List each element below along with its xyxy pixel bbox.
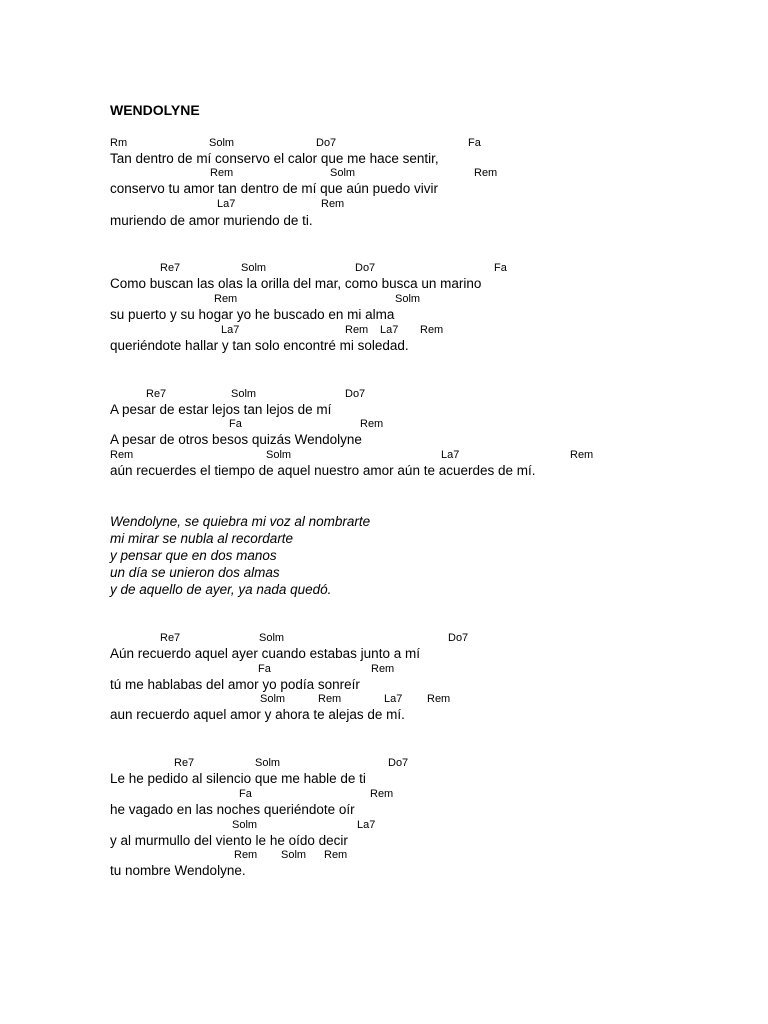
chorus-line: un día se unieron dos almas [110, 565, 280, 580]
chord-line [110, 418, 750, 432]
chord: Fa [239, 788, 252, 800]
chord: Re7 [146, 388, 167, 400]
chord: Do7 [448, 632, 469, 644]
lyric-line: conservo tu amor tan dentro de mí que aún puedo vivir [110, 181, 438, 196]
chord: Rem [474, 167, 498, 179]
lyric-line: tú me hablabas del amor yo podía sonreír [110, 677, 360, 692]
chord-line [110, 693, 750, 707]
chord: La7 [217, 198, 236, 210]
chord-line [110, 449, 750, 463]
chord: Solm [266, 449, 292, 461]
chord-line [110, 324, 750, 338]
lyric-line: Aún recuerdo aquel ayer cuando estabas junto a mí [110, 646, 420, 661]
chord: Solm [231, 388, 257, 400]
chord: Solm [209, 137, 235, 149]
chord: La7 [221, 324, 240, 336]
chord: Rem [210, 167, 234, 179]
chord: Rem [110, 449, 134, 461]
chord: Rem [570, 449, 594, 461]
lyric-line: A pesar de otros besos quizás Wendolyne [110, 432, 362, 447]
chord-line [110, 788, 750, 802]
chord: Re7 [160, 632, 181, 644]
lyric-line: su puerto y su hogar yo he buscado en mi alma [110, 307, 395, 322]
chord: Rem [371, 663, 395, 675]
chord: Rem [360, 418, 384, 430]
chord: Rem [214, 293, 238, 305]
chord: Fa [494, 262, 507, 274]
chord: Do7 [316, 137, 337, 149]
lyric-line: tu nombre Wendolyne. [110, 863, 246, 878]
lyric-line: y al murmullo del viento le he oído decir [110, 833, 348, 848]
chorus-line: y pensar que en dos manos [110, 548, 277, 563]
chord-line [110, 167, 750, 181]
chord: Rem [318, 693, 342, 705]
lyric-line: he vagado en las noches queriéndote oír [110, 802, 355, 817]
chord: Rem [324, 849, 348, 861]
chord: La7 [357, 819, 376, 831]
chorus-line: y de aquello de ayer, ya nada quedó. [110, 582, 332, 597]
song-title: WENDOLYNE [110, 102, 200, 118]
chord: La7 [441, 449, 460, 461]
chord: Rem [370, 788, 394, 800]
chord-line [110, 293, 750, 307]
chord-line [110, 757, 750, 771]
lyric-line: aún recuerdes el tiempo de aquel nuestro amor aún te acuerdes de mí. [110, 463, 536, 478]
chord: Fa [258, 663, 271, 675]
chord: Re7 [160, 262, 181, 274]
chord-line [110, 388, 750, 402]
chord-line [110, 663, 750, 677]
lyric-line: Le he pedido al silencio que me hable de ti [110, 771, 366, 786]
chord: Do7 [345, 388, 366, 400]
chord: Do7 [388, 757, 409, 769]
lyric-line: aun recuerdo aquel amor y ahora te alejas de mí. [110, 707, 405, 722]
chord: Fa [468, 137, 481, 149]
chord: Do7 [355, 262, 376, 274]
chord-line [110, 137, 750, 151]
chorus-line: mi mirar se nubla al recordarte [110, 531, 294, 546]
chord-line [110, 849, 750, 863]
chord: Rem [420, 324, 444, 336]
chord: Fa [229, 418, 242, 430]
lyric-line: Como buscan las olas la orilla del mar, como busca un marino [110, 276, 482, 291]
chord: La7 [380, 324, 399, 336]
chord: Solm [259, 632, 285, 644]
chord: Solm [255, 757, 281, 769]
chord: Rem [234, 849, 258, 861]
chord: Solm [241, 262, 267, 274]
lyric-line: A pesar de estar lejos tan lejos de mí [110, 402, 332, 417]
chord: Rem [345, 324, 369, 336]
chord: Solm [330, 167, 356, 179]
chord: Rm [110, 137, 128, 149]
chord: Rem [427, 693, 451, 705]
chord: Re7 [174, 757, 195, 769]
chord: Solm [260, 693, 286, 705]
chord: La7 [384, 693, 403, 705]
chord: Rem [321, 198, 345, 210]
chord-line [110, 262, 750, 276]
lyric-line: muriendo de amor muriendo de ti. [110, 213, 313, 228]
chord: Solm [395, 293, 421, 305]
chord: Solm [281, 849, 307, 861]
chord: Solm [232, 819, 258, 831]
lyric-line: Tan dentro de mí conservo el calor que me hace sentir, [110, 151, 439, 166]
chord-line [110, 198, 750, 212]
lyric-line: queriéndote hallar y tan solo encontré mi soledad. [110, 338, 409, 353]
chorus-line: Wendolyne, se quiebra mi voz al nombrarte [110, 514, 371, 529]
chord-line [110, 819, 750, 833]
chord-line [110, 632, 750, 646]
